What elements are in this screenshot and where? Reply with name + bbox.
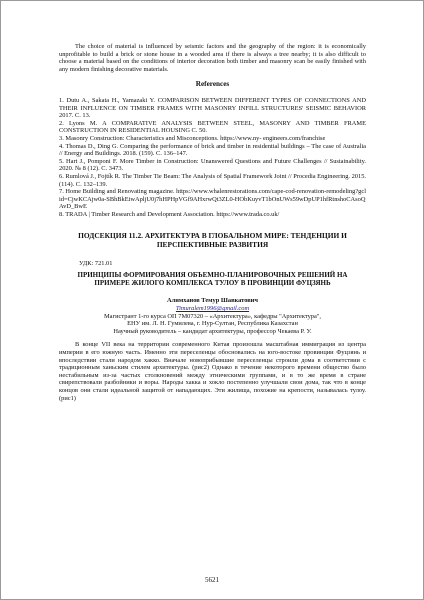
reference-item: 5. Hart J., Pomponi F. More Timber in Construction: Unanswered Questions and Future Challenges // Sustainability. 2020. № 8 (12). C. 3473. xyxy=(59,157,366,173)
body-paragraph: В конце VII века на территории современного Китая произошла масштабная иммиграция из центра империи в его южную часть. Именно эти переселенцы обосновались на юго-востоке провинции Фуцзянь и впоследствии стали народом хакко. Вначале новоприбывшие переселенцы строили дома в соответствии с традиционным ханьским стилем архитектуры. (рис2) Однако в течение некоторого времени общество было нестабильным из-за частых столкновений между этническими группами, и в то же время в стране свирепствовали разбойники и воры. Народы хакка и хокло постепенно улучшали свои дома, так что в конце концов они стали идеальной защитой от нападающих. Эти жилища, похожие на крепости, называлась тулоу.(рис1) xyxy=(59,341,366,402)
references-list xyxy=(59,97,366,219)
supervisor-line: Научный руководитель – кандидат архитектуры, профессор Чекаева Р. У. xyxy=(113,327,312,335)
article-title: ПРИНЦИПЫ ФОРМИРОВАНИЯ ОБЪЕМНО-ПЛАНИРОВОЧНЫХ РЕШЕНИЙ НА ПРИМЕРЕ ЖИЛОГО КОМПЛЕКСА ТУЛОУ В ПРОВИНЦИИ ФУЦЗЯНЬ xyxy=(77,270,348,288)
reference-item: 3. Masonry Construction: Characteristics and Misconceptions. https://www.ny- engineers.com/franchise xyxy=(59,134,326,142)
page-number: 5621 xyxy=(205,576,219,584)
references-title: References xyxy=(195,80,230,89)
reference-item: 7. Home Building and Renovating magazine. https://www.whalenrestorations.com/cape-cod-renovation-remodeling?gclid=CjwKCAjw0a-SBhBkEiwApljU0j7hHPHpVGf9AHxrwQt3ZL0-HObKuyvT1bOnUWs59wDpUP1hfRtnshoCAsoQAvD_BwE xyxy=(59,188,366,211)
intro-paragraph: The choice of material is influenced by seismic factors and the geography of the region: it is economically unprofitable to build a brick or stone house in a wooded area if there is always a tree nearby; it is also difficult to choose a material based on the conditions of interior decoration both timber and masonry scan be easily finished with any modern finishing decorative materials. xyxy=(59,43,366,73)
subsection-title: ПОДСЕКЦИЯ 11.2. АРХИТЕКТУРА В ГЛОБАЛЬНОМ МИРЕ: ТЕНДЕНЦИИ И ПЕРСПЕКТИВНЫЕ РАЗВИТИЯ xyxy=(78,231,347,250)
author-university: ЕНУ им. Л. Н. Гумилева, г. Нур-Султан, Республика Казахстан xyxy=(127,320,298,328)
author-name: Алимханов Темур Шавкатович xyxy=(167,297,258,305)
author-email-link[interactable]: Timuralem1996@gmail.com xyxy=(175,305,250,313)
udk-code: УДК: 721.01 xyxy=(79,260,113,268)
reference-item: 8. TRADA | Timber Research and Development Association. https://www.trada.co.uk/ xyxy=(59,210,280,218)
page-content xyxy=(59,43,366,402)
author-affiliation: Магистрант 1-го курса ОП 7М07320 – «Архитектура», кафедры "Архитектура", xyxy=(103,312,321,320)
reference-item: 1. Dutu A., Sakata H., Yamazaki Y. COMPARISON BETWEEN DIFFERENT TYPES OF CONNECTIONS AND THEIR INFLUENCE ON TIMBER FRAMES WITH MASONRY INFILL STRUCTURES' SEISMIC BEHAVIOR 2017. C. 13. xyxy=(59,96,366,120)
reference-item: 2. Lyons M. A COMPARATIVE ANALYSIS BETWEEN STEEL, MASONRY AND TIMBER FRAME CONSTRUCTION IN RESIDENTIAL HOUSING C. 50. xyxy=(59,119,366,135)
reference-item: 6. Rumlová J., Fojtík R. The Timber Tie Beam: The Analysis of Spatial Framework Joint // Procedia Engineering. 2015. (114). C. 132–139. xyxy=(59,172,366,188)
reference-item: 4. Thomas D., Ding G. Comparing the performance of brick and timber in residential buildings – The case of Australia // Energy and Buildings. 2018. (159). C. 136–147. xyxy=(59,142,366,158)
